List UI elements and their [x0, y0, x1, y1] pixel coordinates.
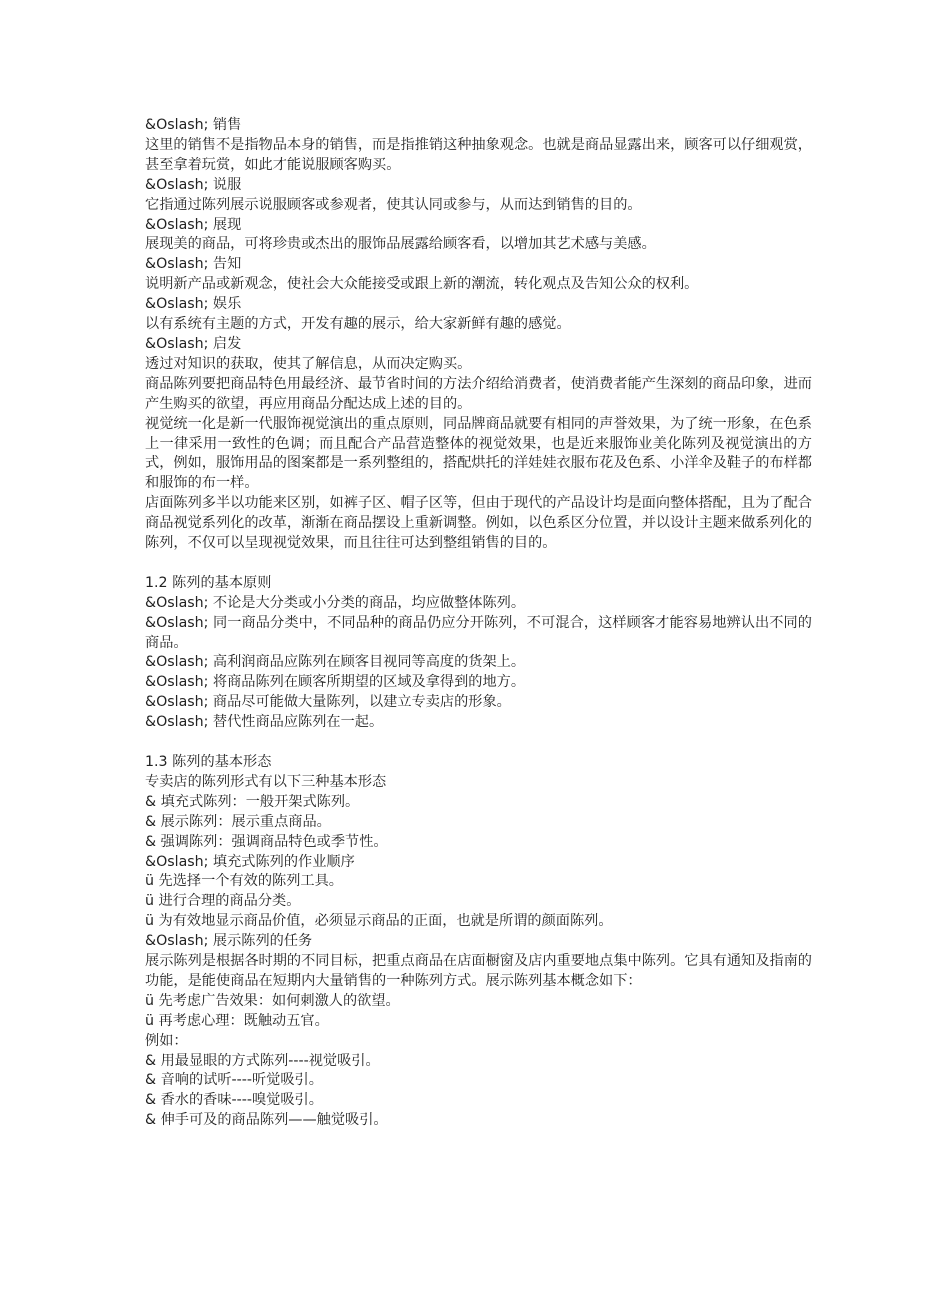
text-line: &Oslash; 启发 [145, 335, 242, 352]
text-line: &Oslash; 高利润商品应陈列在顾客目视同等高度的货架上。 [145, 654, 526, 671]
text-line: &Oslash; 将商品陈列在顾客所期望的区域及拿得到的地方。 [145, 674, 526, 691]
text-line: &Oslash; 展示陈列的任务 [145, 933, 313, 950]
text-line: ü 先考虑广告效果：如何刺激人的欲望。 [145, 992, 400, 1009]
text-line: &Oslash; 告知 [145, 256, 242, 273]
text-line: 说明新产品或新观念，使社会大众能接受或跟上新的潮流，转化观点及告知公众的权利。 [145, 276, 699, 293]
text-line: & 伸手可及的商品陈列——触觉吸引。 [145, 1112, 388, 1129]
text-line: 店面陈列多半以功能来区别，如裤子区、帽子区等，但由于现代的产品设计均是面向整体搭配，且为了配合商品视觉系列化的改革，渐渐在商品摆设上重新调整。例如，以色系区分位置，并以设计主题来做系列化的陈列，不仅可以呈现视觉效果，而且往往可达到整组销售的目的。 [145, 495, 812, 552]
text-line: 展示陈列是根据各时期的不同目标，把重点商品在店面橱窗及店内重要地点集中陈列。它具有通知及指南的功能，是能使商品在短期内大量销售的一种陈列方式。展示陈列基本概念如下： [145, 953, 812, 989]
text-line: 这里的销售不是指物品本身的销售，而是指推销这种抽象观念。也就是商品显露出来，顾客可以仔细观赏，甚至拿着玩赏，如此才能说服顾客购买。 [145, 136, 812, 173]
text-line: &Oslash; 销售 [145, 117, 242, 133]
text-line: &Oslash; 不论是大分类或小分类的商品，均应做整体陈列。 [145, 594, 526, 611]
text-line: 以有系统有主题的方式，开发有趣的展示，给大家新鲜有趣的感觉。 [145, 316, 571, 333]
text-line: & 用最显眼的方式陈列----视觉吸引。 [145, 1052, 380, 1069]
blank-line [145, 554, 812, 574]
text-line: & 香水的香味----嗅觉吸引。 [145, 1092, 323, 1109]
text-line: 1.3 陈列的基本形态 [145, 753, 272, 770]
text-line: 例如： [145, 1032, 188, 1049]
text-line: &Oslash; 展现 [145, 216, 242, 233]
text-line: 它指通过陈列展示说服顾客或参观者，使其认同或参与，从而达到销售的目的。 [145, 196, 642, 213]
text-line: ü 为有效地显示商品价值，必须显示商品的正面，也就是所谓的颜面陈列。 [145, 913, 613, 930]
blank-line [145, 733, 812, 753]
text-line: ü 进行合理的商品分类。 [145, 893, 301, 910]
text-line: &Oslash; 商品尽可能做大量陈列，以建立专卖店的形象。 [145, 694, 511, 711]
text-line: 展现美的商品，可将珍贵或杰出的服饰品展露给顾客看，以增加其艺术感与美感。 [145, 236, 656, 253]
text-line: & 展示陈列：展示重点商品。 [145, 813, 331, 830]
text-line: ü 再考虑心理：既触动五官。 [145, 1012, 329, 1029]
text-line: &Oslash; 说服 [145, 176, 242, 193]
text-line: 透过对知识的获取，使其了解信息，从而决定购买。 [145, 355, 472, 372]
text-line: 1.2 陈列的基本原则 [145, 574, 272, 591]
text-line: ü 先选择一个有效的陈列工具。 [145, 873, 343, 890]
text-line: & 音响的试听----听觉吸引。 [145, 1072, 323, 1089]
text-line: 商品陈列要把商品特色用最经济、最节省时间的方法介绍给消费者，使消费者能产生深刻的商品印象，进而产生购买的欲望，再应用商品分配达成上述的目的。 [145, 375, 812, 412]
text-line: &Oslash; 填充式陈列的作业顺序 [145, 853, 355, 870]
text-line: &Oslash; 同一商品分类中，不同品种的商品仍应分开陈列，不可混合，这样顾客才能容易地辨认出不同的商品。 [145, 614, 812, 651]
text-line: &Oslash; 娱乐 [145, 296, 242, 313]
text-line: 专卖店的陈列形式有以下三种基本形态 [145, 773, 387, 790]
text-line: & 强调陈列：强调商品特色或季节性。 [145, 833, 388, 850]
text-line: &Oslash; 替代性商品应陈列在一起。 [145, 714, 384, 731]
text-line: 视觉统一化是新一代服饰视觉演出的重点原则，同品牌商品就要有相同的声誉效果，为了统一形象，在色系上一律采用一致性的色调；而且配合产品营造整体的视觉效果，也是近来服饰业美化陈列及视觉演出的方式，例如，服饰用品的图案都是一系列整组的，搭配烘托的洋娃娃衣服布花及色系、小洋伞及鞋子的布样都和服饰的布一样。 [145, 415, 812, 492]
text-line: & 填充式陈列：一般开架式陈列。 [145, 793, 360, 810]
